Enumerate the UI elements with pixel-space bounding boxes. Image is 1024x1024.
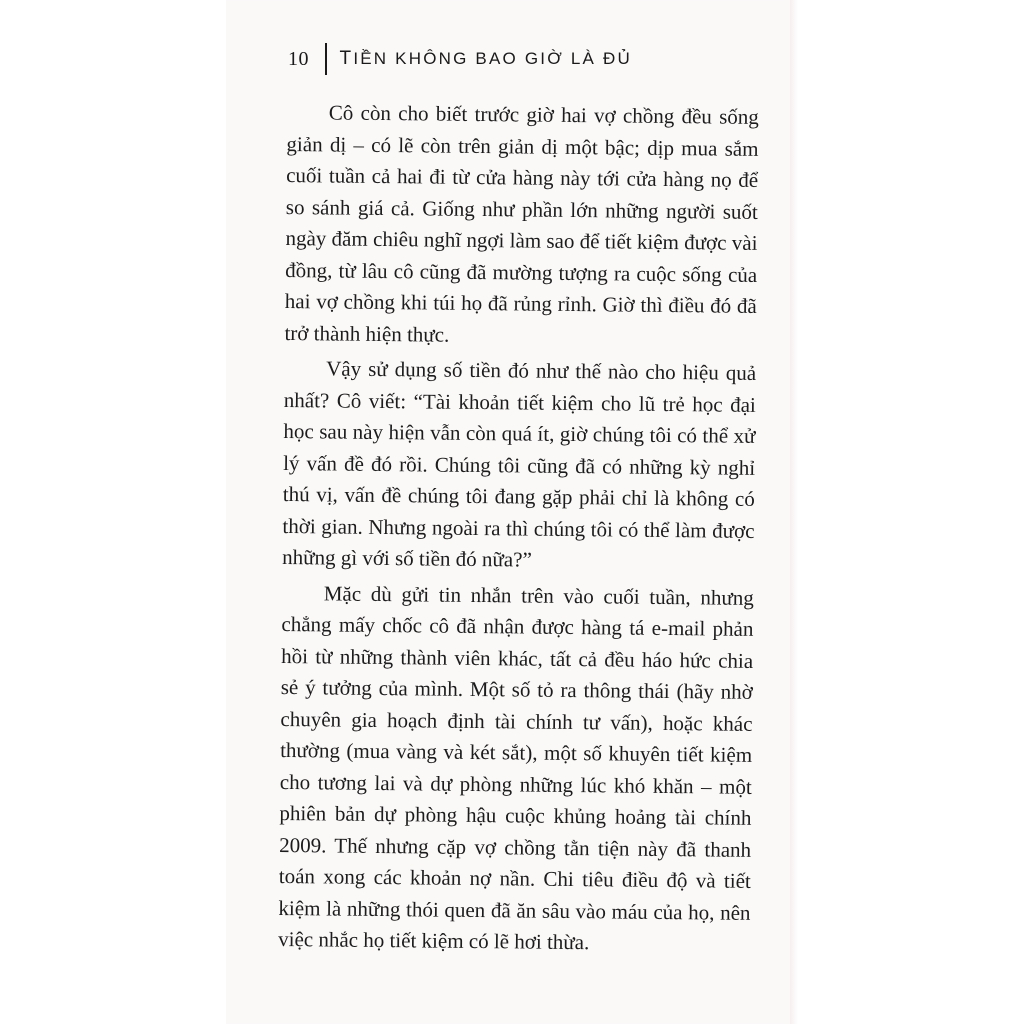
body-text (278, 97, 759, 964)
page-edge (790, 0, 798, 1024)
paragraph-2: Vậy sử dụng số tiền đó như thế nào cho hiệu quả nhất? Cô viết: “Tài khoản tiết kiệm cho lũ trẻ học đại học sau này hiện vẫn còn quá ít, giờ chúng tôi có thể xử lý vấn đề đó rồi. Chúng tôi cũng đã có những kỳ nghỉ thú vị, vấn đề chúng tôi đang gặp phải chỉ là không có thời gian. Nhưng ngoài ra thì chúng tôi có thể làm được những gì với số tiền đó nữa?” (282, 356, 757, 572)
running-title-initial: T (339, 48, 354, 69)
running-title (340, 48, 632, 70)
running-title-rest: IỀN KHÔNG BAO GIỜ LÀ ĐỦ (353, 49, 632, 68)
paragraph-3: Mặc dù gửi tin nhắn trên vào cuối tuần, nhưng chẳng mấy chốc cô đã nhận được hàng tá e-mail phản hồi từ những thành viên khác, tất cả đều háo hức chia sẻ ý tưởng của mình. Một số tỏ ra thông thái (hãy nhờ chuyên gia hoạch định tài chính tư vấn), hoặc khác thường (mua vàng và két sắt), một số khuyên tiết kiệm cho tương lai và dự phòng những lúc khó khăn – một phiên bản dự phòng hậu cuộc khủng hoảng tài chính 2009. Thế nhưng cặp vợ chồng tằn tiện này đã thanh toán xong các khoản nợ nần. Chi tiêu điều độ và tiết kiệm là những thói quen đã ăn sâu vào máu của họ, nên việc nhắc họ tiết kiệm có lẽ hơi thừa. (278, 580, 754, 955)
paragraph-1: Cô còn cho biết trước giờ hai vợ chồng đều sống giản dị – có lẽ còn trên giản dị một bậc; dịp mua sắm cuối tuần cả hai đi từ cửa hàng này tới cửa hàng nọ để so sánh giá cả. Giống như phần lớn những người suốt ngày đăm chiêu nghĩ ngợi làm sao để tiết kiệm được vài đồng, từ lâu cô cũng đã mường tượng ra cuộc sống của hai vợ chồng khi túi họ đã rủng rỉnh. Giờ thì điều đó đã trở thành hiện thực. (284, 100, 759, 347)
header-divider (325, 43, 327, 75)
page-header (288, 42, 632, 76)
page-number: 10 (288, 47, 309, 70)
